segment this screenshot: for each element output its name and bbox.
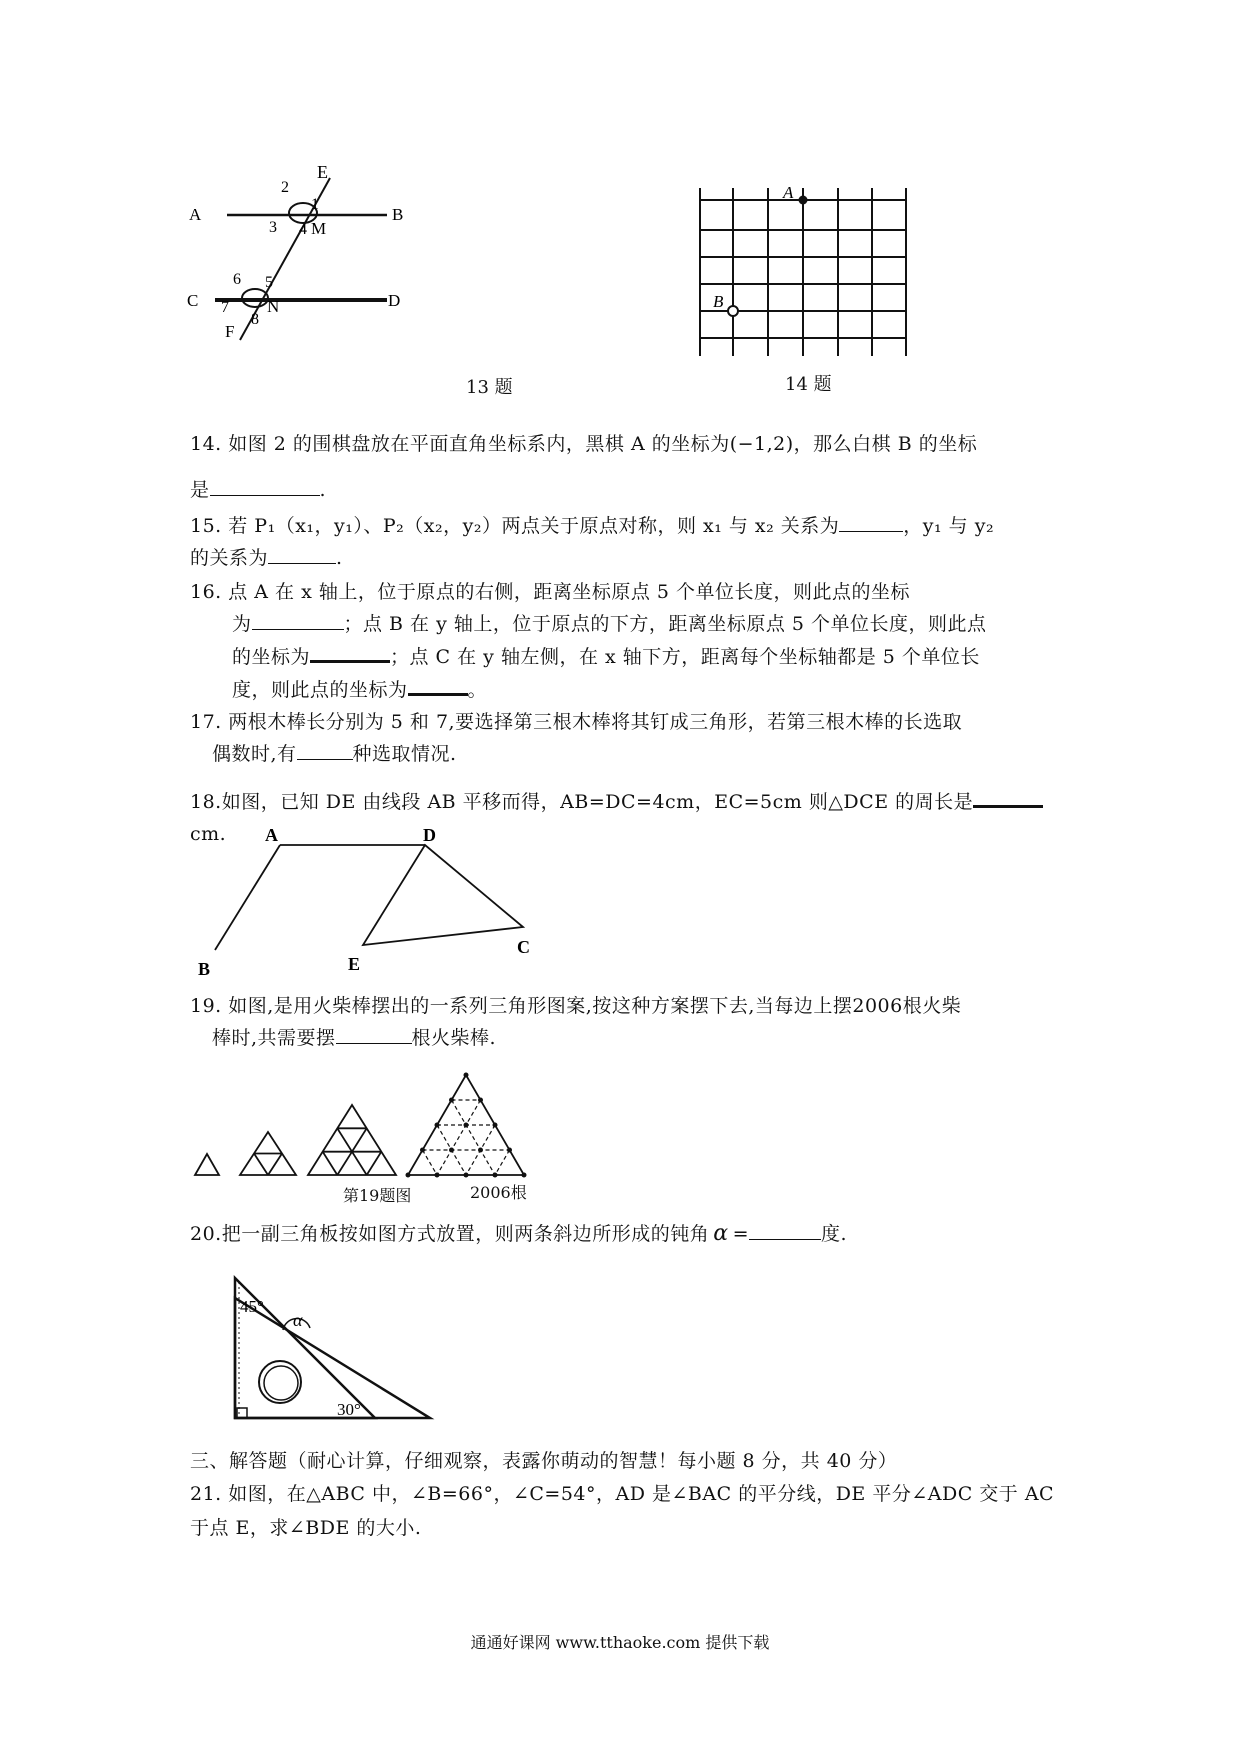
figure-19 xyxy=(190,1060,590,1200)
figure-19-caption: 第19题图 xyxy=(343,1186,412,1205)
question-20 xyxy=(190,1218,1070,1250)
label-e: E xyxy=(317,162,328,182)
label-c: C xyxy=(187,291,199,310)
label-c: C xyxy=(517,937,530,957)
footer-source: 通通好课网 www.tthaoke.com 提供下载 xyxy=(470,1633,770,1652)
label-e: E xyxy=(348,954,361,974)
q17-line1: 17. 两根木棒长分别为 5 和 7,要选择第三根木棒将其钉成三角形，若第三根木棒的长选取 xyxy=(190,711,963,733)
label-d: D xyxy=(423,825,436,845)
q20-alpha: α xyxy=(713,1221,729,1246)
label-6: 6 xyxy=(233,271,241,288)
q15-line2-b: . xyxy=(336,547,343,569)
q16-line1: 16. 点 A 在 x 轴上，位于原点的右侧，距离坐标原点 5 个单位长度，则此点的坐标 xyxy=(190,581,911,603)
label-2: 2 xyxy=(281,179,289,196)
figure-13-caption: 13 题 xyxy=(466,377,513,398)
label-1: 1 xyxy=(311,196,319,213)
figure-20 xyxy=(225,1270,440,1430)
answer-blank-16c[interactable] xyxy=(408,673,468,696)
label-3: 3 xyxy=(269,219,277,236)
q16-line3-a: 的坐标为 xyxy=(232,646,311,668)
q16-line2-b: ；点 B 在 y 轴上，位于原点的下方，距离坐标原点 5 个单位长度，则此点 xyxy=(343,613,987,635)
q16-line2-a: 为 xyxy=(232,613,252,635)
label-5: 5 xyxy=(265,274,273,291)
label-m: M xyxy=(311,219,327,238)
question-21 xyxy=(190,1478,1070,1544)
q17-line2-b: 种选取情况. xyxy=(352,743,457,765)
label-30: 30° xyxy=(337,1400,361,1419)
question-14 xyxy=(190,428,1070,506)
answer-blank-20[interactable] xyxy=(749,1219,821,1240)
label-f: F xyxy=(225,322,235,341)
q16-line4-a: 度，则此点的坐标为 xyxy=(232,679,408,701)
question-15 xyxy=(190,510,1070,574)
q20-line1-a: 20.把一副三角板按如图方式放置，则两条斜边所形成的钝角 xyxy=(190,1223,710,1245)
q15-line1-b: ，y₁ 与 y₂ xyxy=(903,515,995,537)
q21-line2: 于点 E，求∠BDE 的大小. xyxy=(190,1517,422,1539)
figure-14 xyxy=(690,180,920,360)
label-8: 8 xyxy=(251,311,259,328)
white-stone-b xyxy=(728,306,738,316)
label-b: B xyxy=(392,205,404,224)
q19-line2-b: 根火柴棒. xyxy=(411,1027,497,1049)
q17-line2-a: 偶数时,有 xyxy=(212,743,297,765)
answer-blank-16a[interactable] xyxy=(252,609,344,630)
q20-eq: = xyxy=(732,1223,749,1245)
q15-line1-a: 15. 若 P₁（x₁，y₁）、P₂（x₂，y₂）两点关于原点对称，则 x₁ 与 x₂ 关系为 xyxy=(190,515,840,537)
answer-blank-18[interactable] xyxy=(973,785,1043,808)
q21-line1: 21. 如图，在△ABC 中，∠B=66°，∠C=54°，AD 是∠BAC 的平分线，DE 平分∠ADC 交于 AC xyxy=(190,1483,1055,1505)
q16-line3-b: ；点 C 在 y 轴左侧，在 x 轴下方，距离每个坐标轴都是 5 个单位长 xyxy=(390,646,980,668)
label-4: 4 xyxy=(299,221,307,238)
q19-line2-a: 棒时,共需要摆 xyxy=(212,1027,336,1049)
label-45: 45° xyxy=(240,1297,264,1316)
q14-line2-pre: 是 xyxy=(190,479,210,501)
protractor-hole-inner xyxy=(264,1366,298,1400)
label-d: D xyxy=(388,291,401,310)
label-b: B xyxy=(713,292,724,311)
black-stone-a xyxy=(799,196,808,205)
label-a: A xyxy=(265,825,278,845)
section-3-heading: 三、解答题（耐心计算，仔细观察，表露你萌动的智慧！每小题 8 分，共 40 分） xyxy=(190,1450,898,1472)
protractor-hole-outer xyxy=(259,1361,301,1403)
q14-line1: 14. 如图 2 的围棋盘放在平面直角坐标系内，黑棋 A 的坐标为(−1,2)，那么白棋 B 的坐标 xyxy=(190,433,978,455)
q16-line4-b: 。 xyxy=(467,679,488,701)
figure-13 xyxy=(187,162,465,370)
q19-line1: 19. 如图,是用火柴棒摆出的一系列三角形图案,按这种方案摆下去,当每边上摆2006根火柴 xyxy=(190,995,962,1017)
question-17 xyxy=(190,706,1070,770)
answer-blank-15b[interactable] xyxy=(268,543,336,564)
q15-line2-a: 的关系为 xyxy=(190,547,269,569)
label-a: A xyxy=(189,205,202,224)
answer-blank-19[interactable] xyxy=(336,1023,412,1044)
label-7: 7 xyxy=(221,299,229,316)
q18-line1-b: cm. xyxy=(190,823,227,845)
figure-19-count-caption: 2006根 xyxy=(470,1183,527,1202)
label-a: A xyxy=(783,183,794,202)
figure-18 xyxy=(195,825,555,990)
answer-blank-14[interactable] xyxy=(210,475,320,496)
q18-line1-a: 18.如图，已知 DE 由线段 AB 平移而得，AB=DC=4cm，EC=5cm 则△DCE 的周长是 xyxy=(190,791,974,813)
q14-line2-post: . xyxy=(319,479,327,501)
label-alpha: α xyxy=(293,1310,303,1330)
answer-blank-15a[interactable] xyxy=(839,511,903,532)
figure-14-caption: 14 题 xyxy=(785,374,832,395)
answer-blank-17[interactable] xyxy=(297,739,353,760)
label-b: B xyxy=(198,959,211,979)
answer-blank-16b[interactable] xyxy=(310,640,390,663)
question-16 xyxy=(190,576,1070,706)
q20-line1-c: 度. xyxy=(821,1223,848,1245)
question-19 xyxy=(190,990,1070,1054)
label-n: N xyxy=(267,297,280,316)
